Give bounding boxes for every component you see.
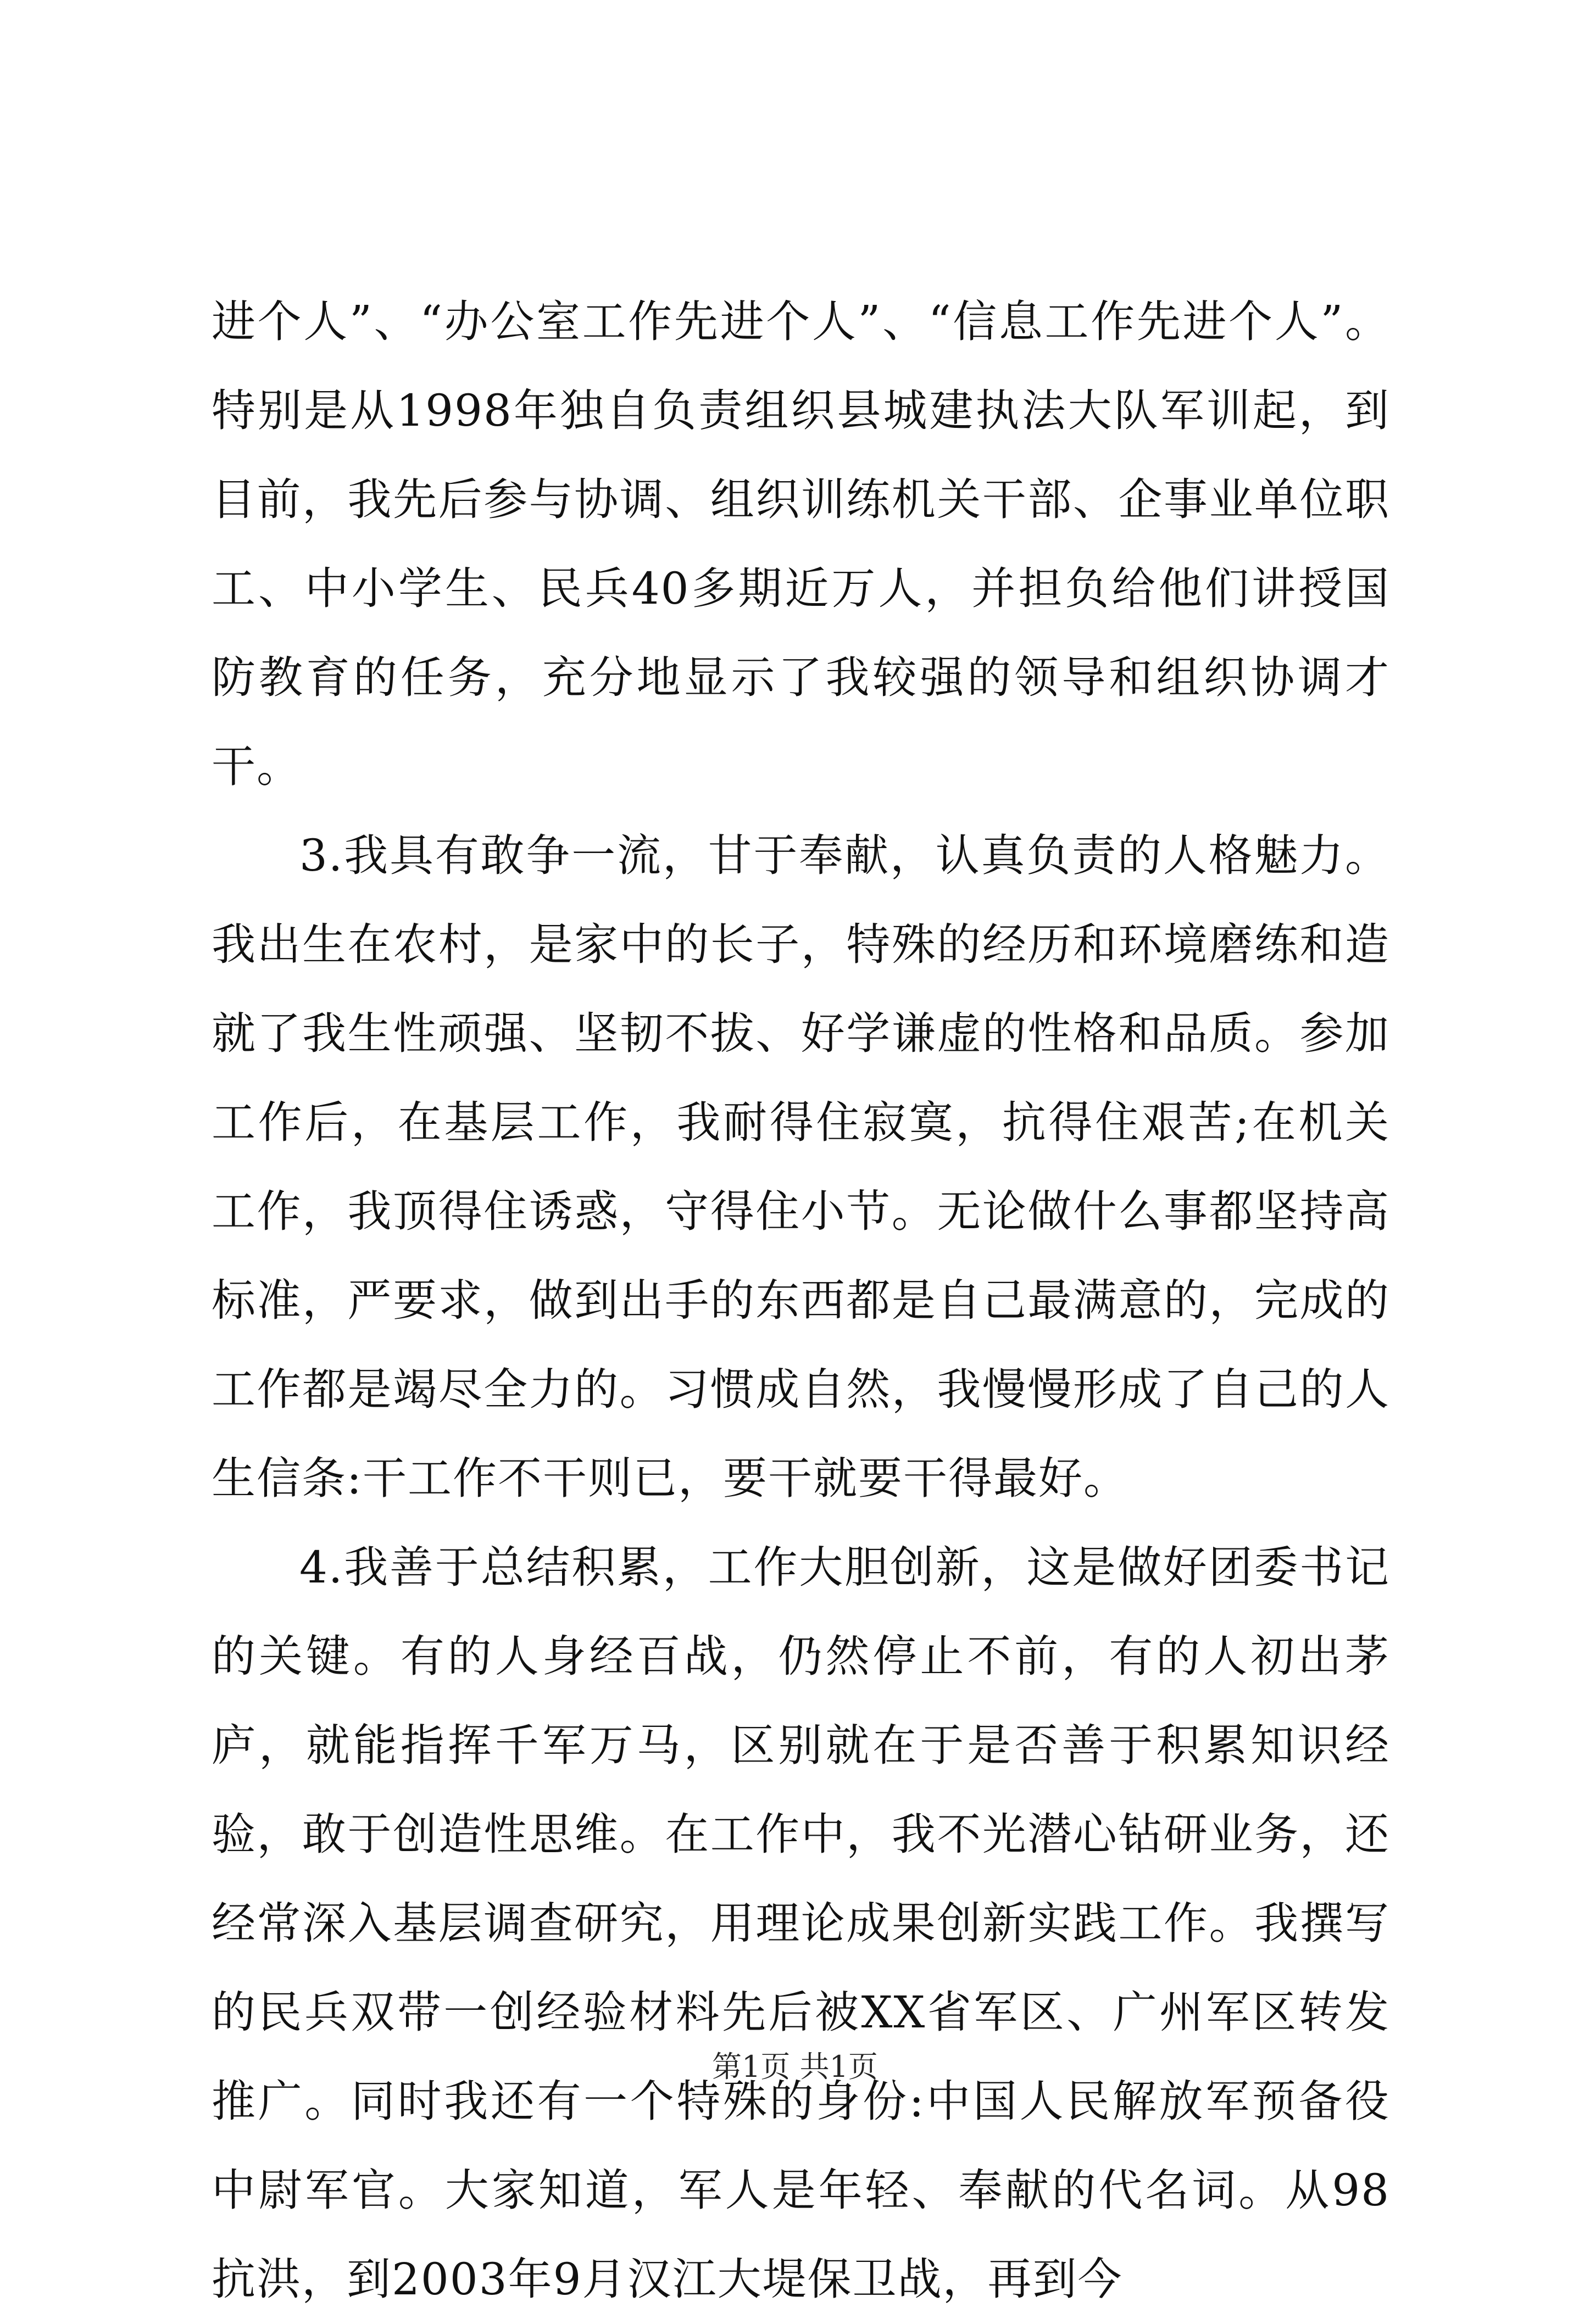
paragraph-3: 4.我善于总结积累，工作大胆创新，这是做好团委书记的关键。有的人身经百战，仍然停止不前，有的人初出茅庐，就能指挥千军万马，区别就在于是否善于积累知识经验，敢于创造性思维。在工作中，我不光潜心钻研业务，还经常深入基层调查研究，用理论成果创新实践工作。我撰写的民兵双带一创经验材料先后被XX省军区、广州军区转发推广。同时我还有一个特殊的身份:中国人民解放军预备役中尉军官。大家知道，军人是年轻、奉献的代名词。从98抗洪，到2003年9月汉江大堤保卫战，再到今 [212, 1542, 1390, 2305]
document-body [212, 277, 1390, 2324]
paragraph-1: 进个人”、“办公室工作先进个人”、“信息工作先进个人”。特别是从1998年独自负责组织县城建执法大队军训起，到目前，我先后参与协调、组织训练机关干部、企事业单位职工、中小学生、民兵40多期近万人，并担负给他们讲授国防教育的任务，充分地显示了我较强的领导和组织协调才干。 [212, 296, 1390, 792]
page-footer: 第1页 共1页 [712, 2049, 878, 2084]
paragraph-2: 3.我具有敢争一流，甘于奉献，认真负责的人格魅力。我出生在农村，是家中的长子，特殊的经历和环境磨练和造就了我生性顽强、坚韧不拔、好学谦虚的性格和品质。参加工作后，在基层工作，我耐得住寂寞，抗得住艰苦;在机关工作，我顶得住诱惑，守得住小节。无论做什么事都坚持高标准，严要求，做到出手的东西都是自己最满意的，完成的工作都是竭尽全力的。习惯成自然，我慢慢形成了自己的人生信条:干工作不干则已，要干就要干得最好。 [212, 830, 1390, 1504]
